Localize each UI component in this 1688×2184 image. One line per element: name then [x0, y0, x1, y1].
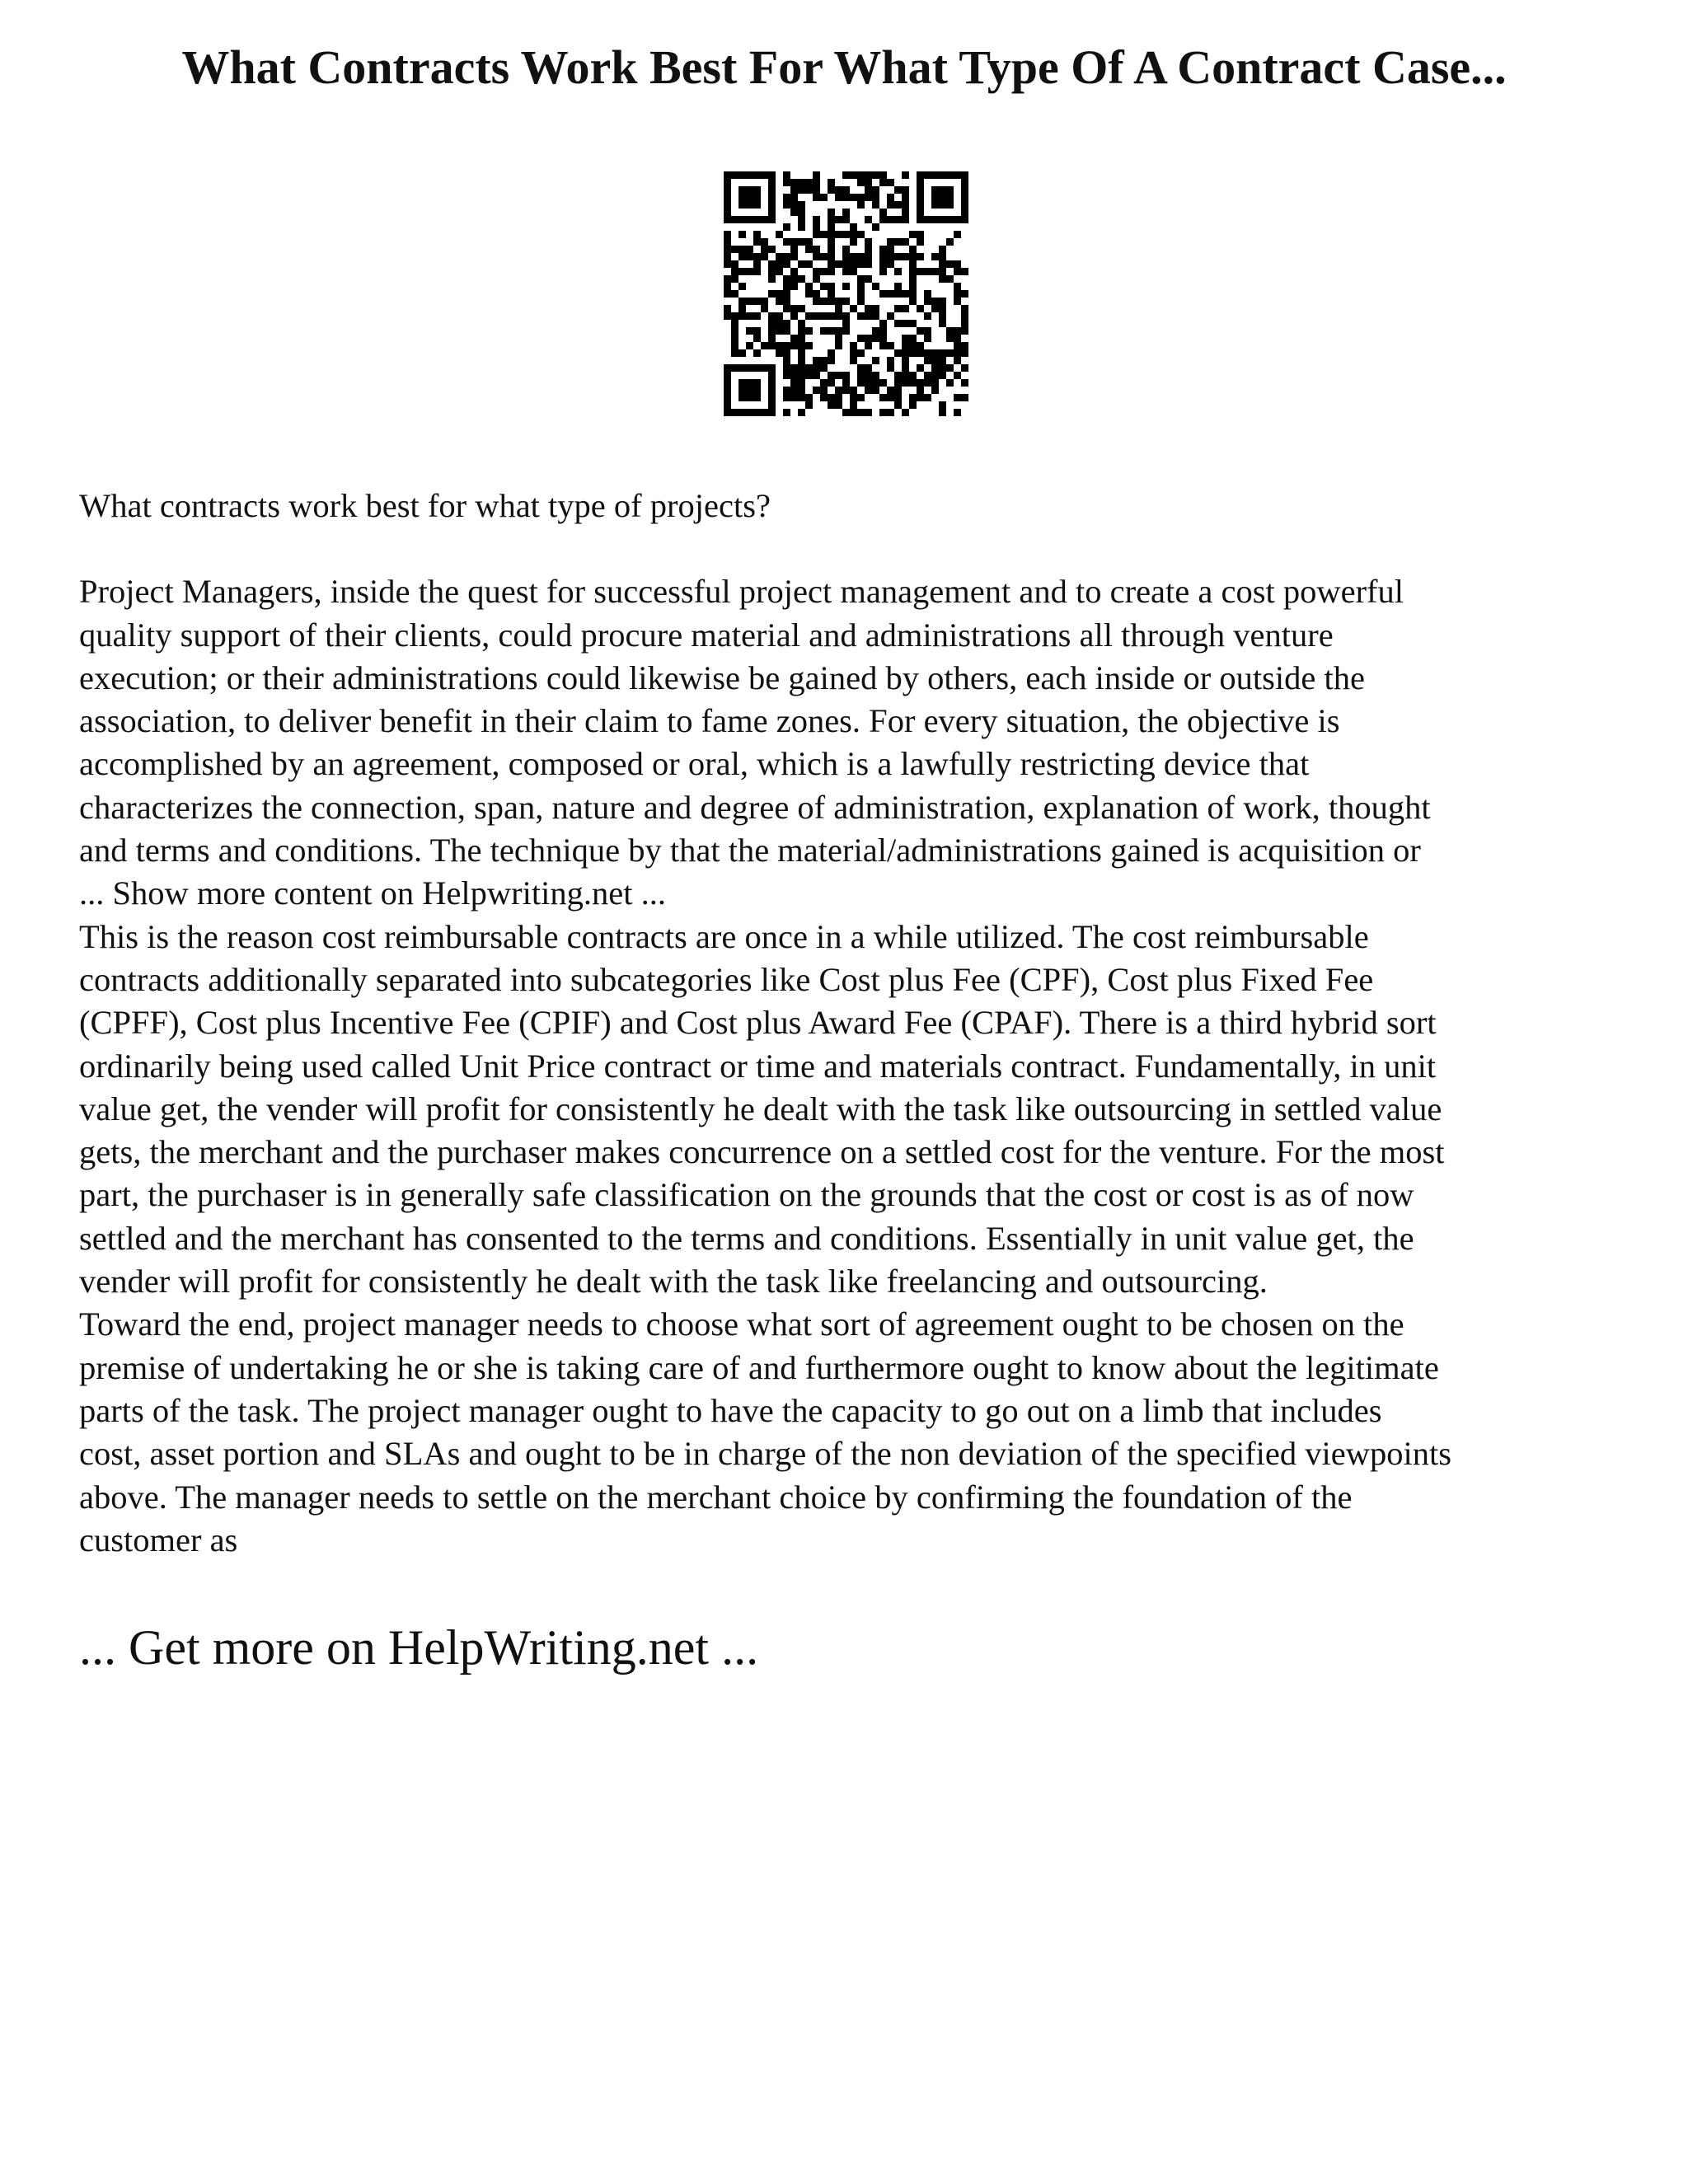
- paragraph-1: Project Managers, inside the quest for successful project management and to create a cost powerful quality support of their clients, could procure material and administrations all through venture execution; or their administrations could likewise be gained by others, each inside or outside the association, to deliver benefit in their claim to fame zones. For every situation, the objective is accomplished by an agreement, composed or oral, which is a lawfully restricting device that characterizes the connection, span, nature and degree of administration, explanation of work, thought and terms and conditions. The technique by that the material/administrations gained is acquisition or: [79, 573, 1431, 869]
- intro-question: What contracts work best for what type of projects?: [79, 487, 771, 524]
- qr-code-icon: [724, 171, 968, 416]
- article-body: [79, 485, 1629, 1562]
- get-more-link[interactable]: ... Get more on HelpWriting.net ...: [79, 1620, 759, 1675]
- paragraph-2: This is the reason cost reimbursable contracts are once in a while utilized. The cost reimbursable contracts additionally separated into subcategories like Cost plus Fee (CPF), Cost plus Fixed Fee (CPFF), Cost plus Incentive Fee (CPIF) and Cost plus Award Fee (CPAF). There is a third hybrid sort ordinarily being used called Unit Price contract or time and materials contract. Fundamentally, in unit value get, the vender will profit for consistently he dealt with the task like outsourcing in settled value gets, the merchant and the purchaser makes concurrence on a settled cost for the venture. For the most part, the purchaser is in generally safe classification on the grounds that the cost or cost is as of now settled and the merchant has consented to the terms and conditions. Essentially in unit value get, the vender will profit for consistently he dealt with the task like freelancing and outsourcing.: [79, 917, 1445, 1301]
- document-title: What Contracts Work Best For What Type Of A Contract Case...: [181, 40, 1507, 94]
- show-more-link[interactable]: ... Show more content on Helpwriting.net ...: [79, 874, 667, 912]
- paragraph-3: Toward the end, project manager needs to choose what sort of agreement ought to be chosen on the premise of undertaking he or she is taking care of and furthermore ought to know about the legitimate parts of the task. The project manager ought to have the capacity to go out on a limb that includes cost, asset portion and SLAs and ought to be in charge of the non deviation of the specified viewpoints above. The manager needs to settle on the merchant choice by confirming the foundation of the customer as: [79, 1305, 1452, 1558]
